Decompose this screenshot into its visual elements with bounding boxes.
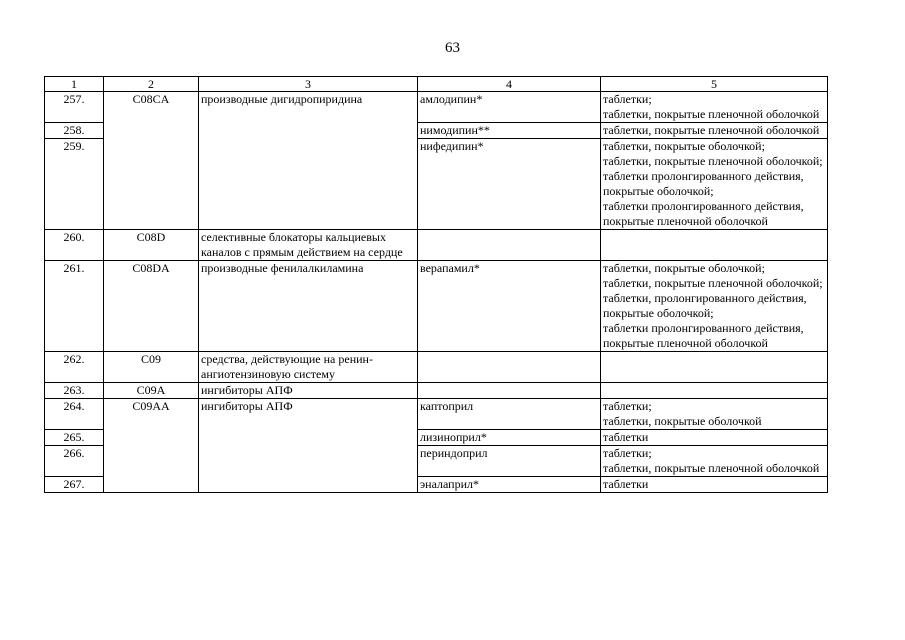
row-number: 267.	[45, 477, 104, 493]
dosage-forms	[601, 139, 828, 230]
atc-group: ингибиторы АПФ	[199, 399, 418, 493]
row-number: 265.	[45, 430, 104, 446]
table-row	[45, 230, 828, 261]
dosage-forms	[601, 230, 828, 261]
atc-group: средства, действующие на ренин-ангиотензиновую систему	[199, 352, 418, 383]
dosage-form: таблетки;	[603, 399, 652, 413]
dosage-form: таблетки, покрытые пленочной оболочкой;	[603, 276, 823, 290]
dosage-form: таблетки, пролонгированного действия, покрытые оболочкой;	[603, 291, 807, 320]
row-number: 266.	[45, 446, 104, 477]
dosage-form: таблетки, покрытые пленочной оболочкой	[603, 461, 820, 475]
drug-name: нимодипин**	[418, 123, 601, 139]
row-number: 258.	[45, 123, 104, 139]
dosage-forms	[601, 261, 828, 352]
drug-name	[418, 383, 601, 399]
table-row	[45, 92, 828, 123]
drug-name	[418, 230, 601, 261]
atc-code: C08D	[104, 230, 199, 261]
page-number: 63	[445, 40, 460, 56]
row-number: 257.	[45, 92, 104, 123]
row-number: 262.	[45, 352, 104, 383]
atc-group: производные фенилалкиламина	[199, 261, 418, 352]
dosage-form: таблетки, покрытые пленочной оболочкой	[603, 123, 820, 137]
row-number: 264.	[45, 399, 104, 430]
table-row	[45, 352, 828, 383]
dosage-forms	[601, 399, 828, 430]
dosage-forms	[601, 92, 828, 123]
atc-code: C08CA	[104, 92, 199, 230]
table-row	[45, 261, 828, 352]
drug-name: верапамил*	[418, 261, 601, 352]
column-header-2: 2	[104, 77, 199, 92]
atc-code: C09	[104, 352, 199, 383]
column-header-3: 3	[199, 77, 418, 92]
column-header-5: 5	[601, 77, 828, 92]
dosage-form: таблетки, покрытые оболочкой;	[603, 139, 765, 153]
row-number: 261.	[45, 261, 104, 352]
row-number: 260.	[45, 230, 104, 261]
dosage-form: таблетки пролонгированного действия, покрытые пленочной оболочкой	[603, 321, 804, 350]
table-row	[45, 399, 828, 430]
dosage-form: таблетки, покрытые пленочной оболочкой	[603, 107, 820, 121]
atc-code: C09AA	[104, 399, 199, 493]
drug-name: амлодипин*	[418, 92, 601, 123]
atc-code: C09A	[104, 383, 199, 399]
dosage-forms	[601, 123, 828, 139]
row-number: 263.	[45, 383, 104, 399]
atc-group: ингибиторы АПФ	[199, 383, 418, 399]
dosage-forms	[601, 430, 828, 446]
dosage-form: таблетки	[603, 477, 649, 491]
column-header-1: 1	[45, 77, 104, 92]
drug-name: лизиноприл*	[418, 430, 601, 446]
drug-name	[418, 352, 601, 383]
table-header-row	[45, 77, 828, 92]
drug-name: каптоприл	[418, 399, 601, 430]
dosage-form: таблетки, покрытые оболочкой;	[603, 261, 765, 275]
drug-name: периндоприл	[418, 446, 601, 477]
atc-code: C08DA	[104, 261, 199, 352]
table-row	[45, 383, 828, 399]
atc-group: производные дигидропиридина	[199, 92, 418, 230]
dosage-form: таблетки пролонгированного действия, покрытые пленочной оболочкой	[603, 199, 804, 228]
dosage-form: таблетки	[603, 430, 649, 444]
dosage-form: таблетки, покрытые пленочной оболочкой;	[603, 154, 823, 168]
dosage-forms	[601, 477, 828, 493]
dosage-forms	[601, 446, 828, 477]
dosage-forms	[601, 352, 828, 383]
atc-group: селективные блокаторы кальциевых каналов с прямым действием на сердце	[199, 230, 418, 261]
dosage-form: таблетки пролонгированного действия, покрытые оболочкой;	[603, 169, 804, 198]
dosage-form: таблетки;	[603, 446, 652, 460]
drug-name: эналаприл*	[418, 477, 601, 493]
dosage-form: таблетки;	[603, 92, 652, 106]
dosage-forms	[601, 383, 828, 399]
row-number: 259.	[45, 139, 104, 230]
dosage-form: таблетки, покрытые оболочкой	[603, 414, 762, 428]
drug-table	[44, 76, 828, 493]
drug-name: нифедипин*	[418, 139, 601, 230]
column-header-4: 4	[418, 77, 601, 92]
